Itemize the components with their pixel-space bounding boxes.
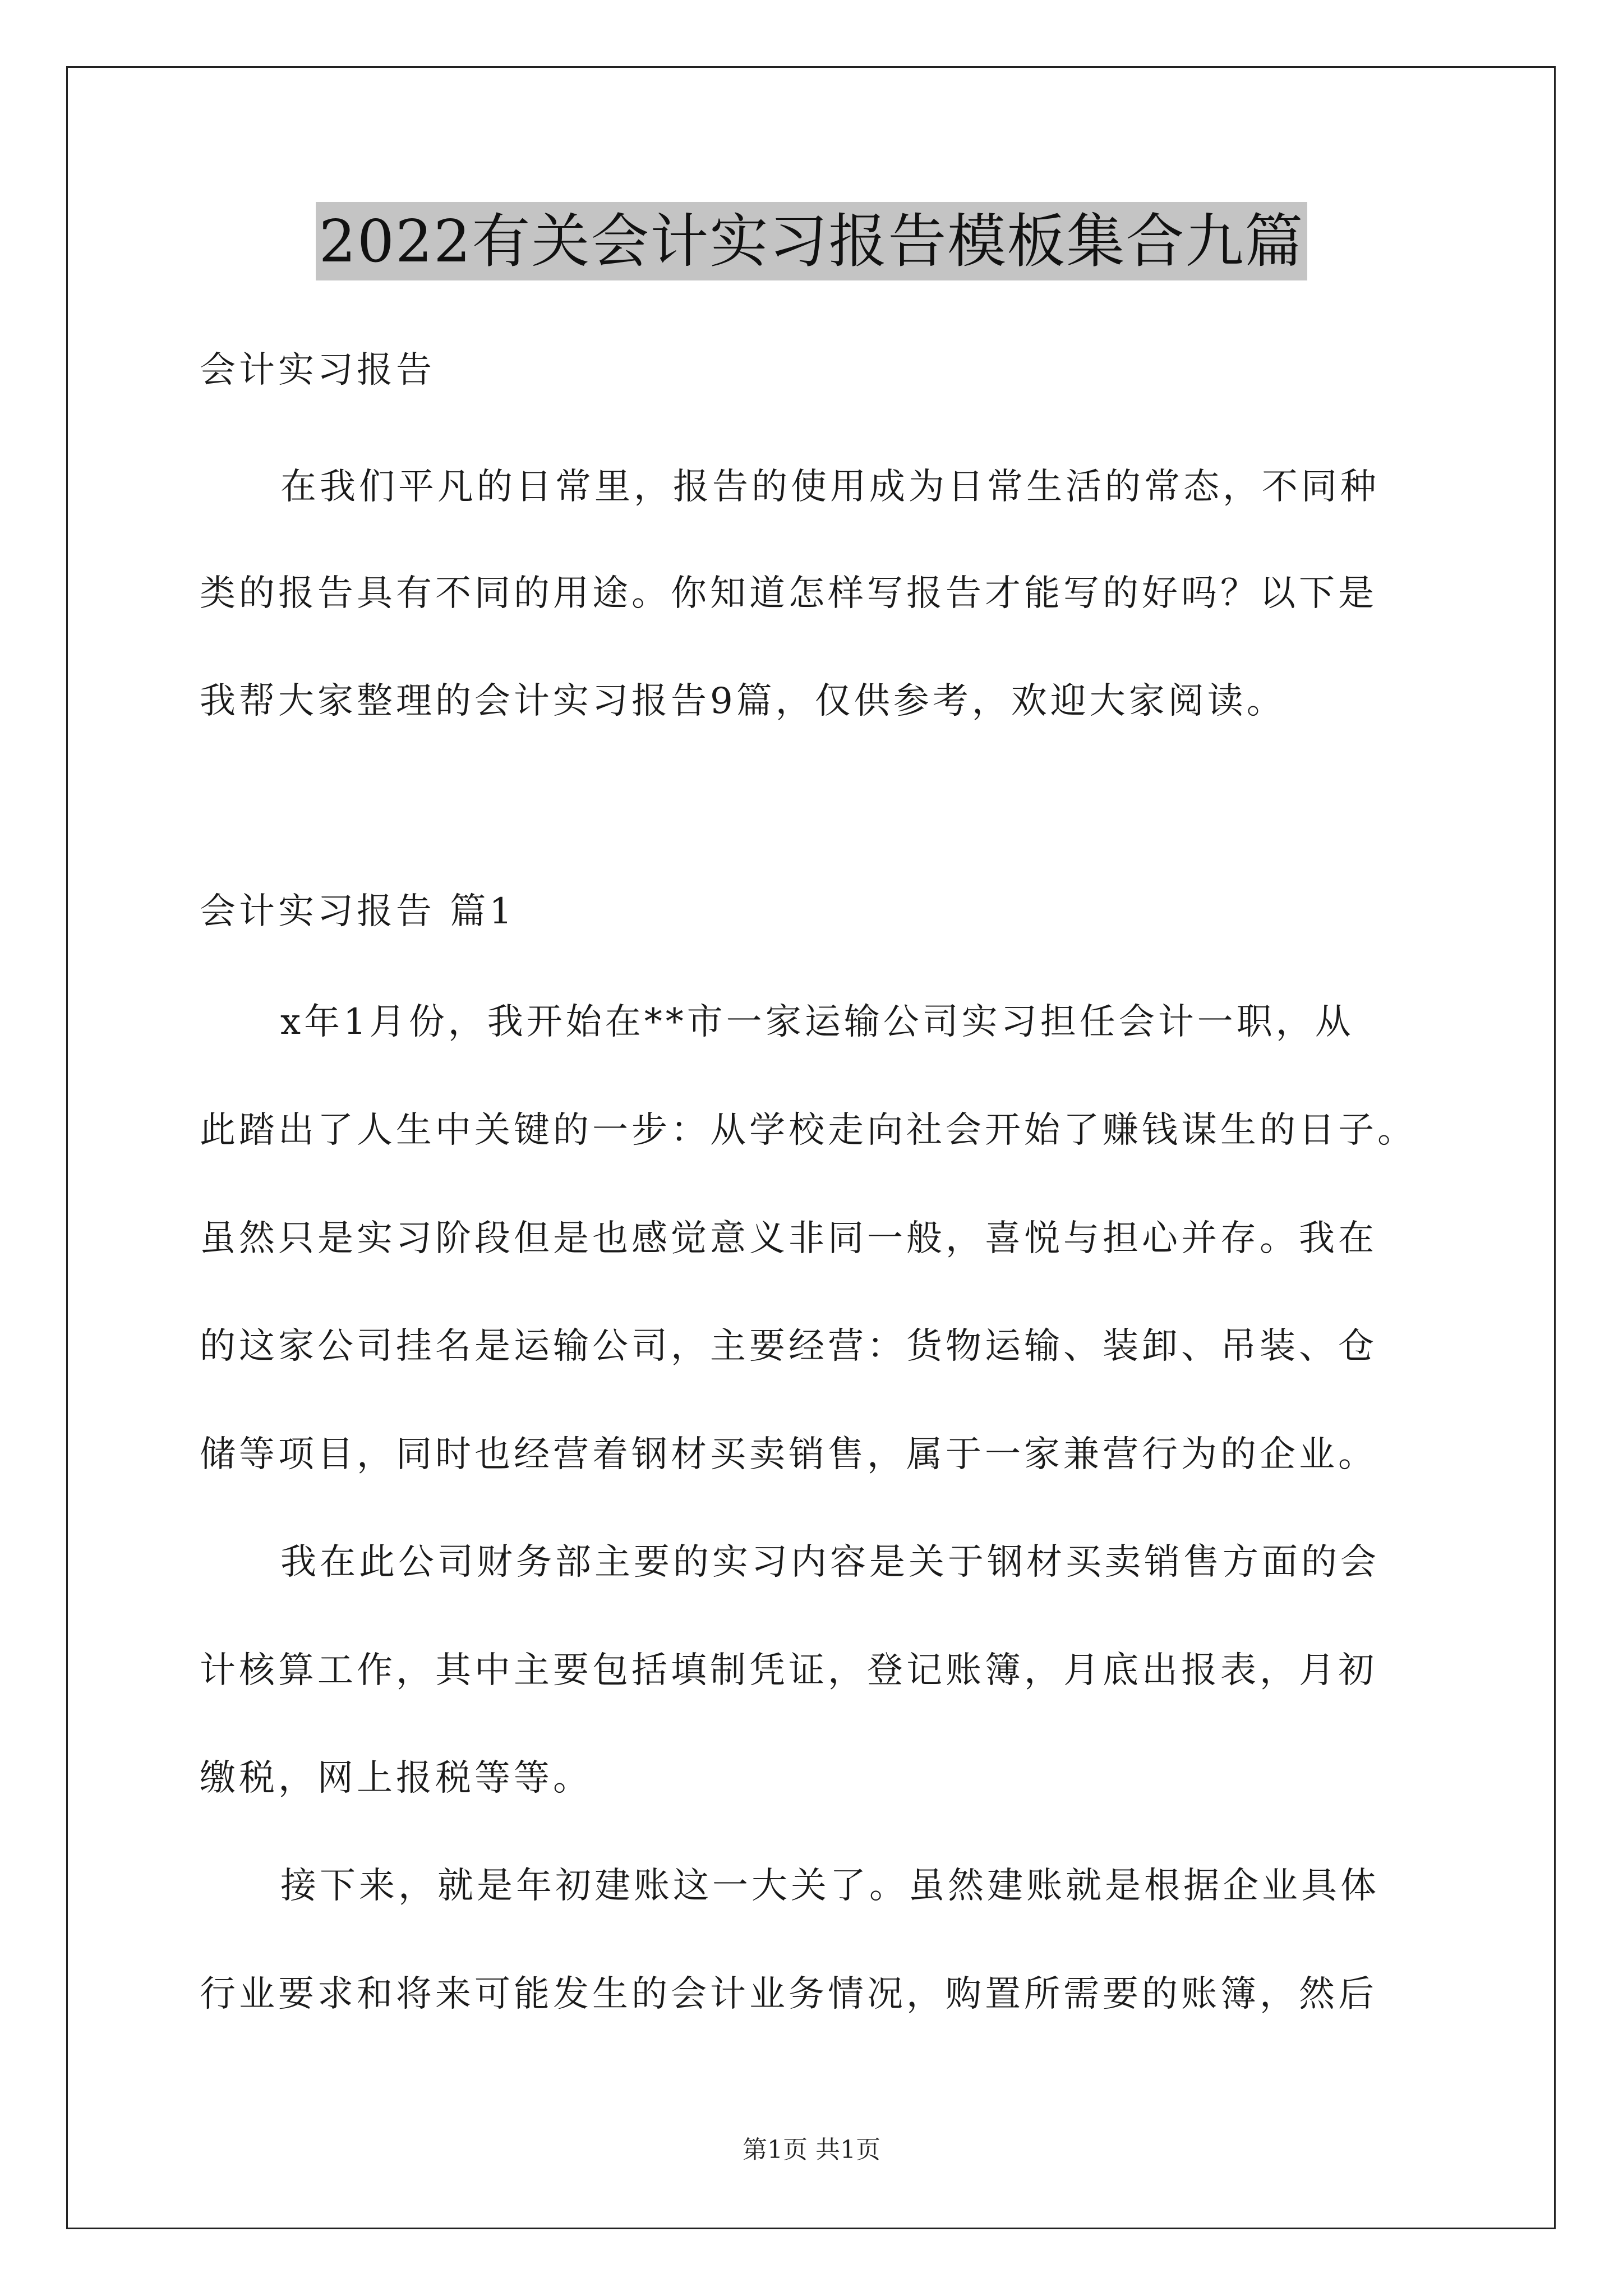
paragraph-line: 在我们平凡的日常里，报告的使用成为日常生活的常态，不同种: [280, 466, 1380, 508]
paragraph-line: 此踏出了人生中关键的一步：从学校走向社会开始了赚钱谋生的日子。: [200, 1110, 1417, 1151]
paragraph-line: 缴税，网上报税等等。: [200, 1757, 592, 1799]
paragraph-line: 行业要求和将来可能发生的会计业务情况，购置所需要的账簿，然后: [200, 1973, 1377, 2015]
paragraph-line: 计核算工作，其中主要包括填制凭证，登记账簿，月底出报表，月初: [200, 1650, 1377, 1691]
paragraph-line: x年1月份，我开始在**市一家运输公司实习担任会计一职，从: [280, 1001, 1354, 1043]
paragraph-line: 类的报告具有不同的用途。你知道怎样写报告才能写的好吗？以下是: [200, 573, 1377, 614]
paragraph-line: 的这家公司挂名是运输公司，主要经营：货物运输、装卸、吊装、仓: [200, 1326, 1377, 1367]
page-number-footer: 第1页 共1页: [743, 2136, 880, 2164]
paragraph-line: 我帮大家整理的会计实习报告9篇，仅供参考，欢迎大家阅读。: [200, 680, 1286, 722]
paragraph-line: 储等项目，同时也经营着钢材买卖销售，属于一家兼营行为的企业。: [200, 1434, 1377, 1475]
paragraph-line: 我在此公司财务部主要的实习内容是关于钢材买卖销售方面的会: [280, 1542, 1380, 1583]
paragraph-line: 虽然只是实习阶段但是也感觉意义非同一般，喜悦与担心并存。我在: [200, 1218, 1377, 1259]
document-title: 2022有关会计实习报告模板集合九篇: [316, 202, 1308, 280]
section-heading: 会计实习报告: [200, 349, 435, 391]
section-heading: 会计实习报告 篇1: [200, 891, 516, 932]
title-container: [0, 202, 1623, 280]
paragraph-line: 接下来，就是年初建账这一大关了。虽然建账就是根据企业具体: [280, 1865, 1380, 1907]
